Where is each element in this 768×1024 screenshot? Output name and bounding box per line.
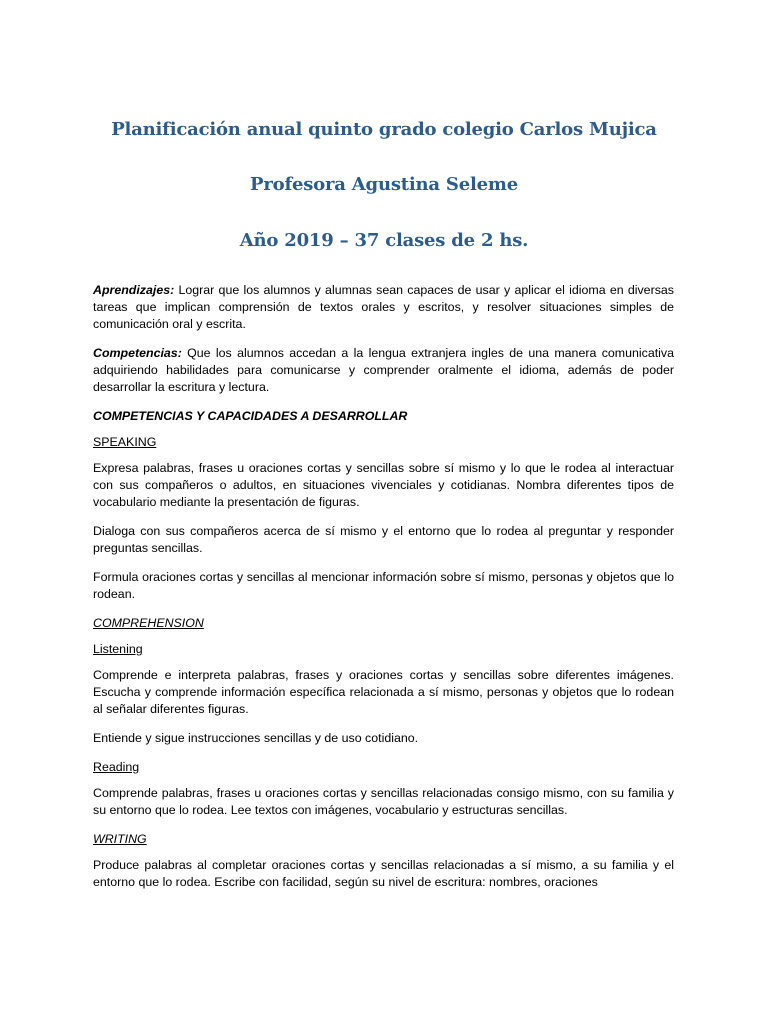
listening-paragraph: Entiende y sigue instrucciones sencillas y de uso cotidiano. <box>93 731 419 745</box>
comprehension-heading-line <box>93 615 674 632</box>
section-heading: COMPETENCIAS Y CAPACIDADES A DESARROLLAR <box>93 409 408 423</box>
aprendizajes-paragraph <box>93 282 674 333</box>
listening-paragraph: Comprende e interpreta palabras, frases y oraciones cortas y sencillas sobre diferentes imágenes. Escucha y comprende información específica relacionada a sí mismo, personas y objetos que lo rodean al señalar diferentes figuras. <box>93 668 674 716</box>
teacher-name: Profesora Agustina Seleme <box>250 174 518 195</box>
speaking-paragraph: Expresa palabras, frases u oraciones cortas y sencillas sobre sí mismo y lo que le rodea al interactuar con sus compañeros o adultos, en situaciones vivenciales y cotidianas. Nombra diferentes tipos de vocabulario mediante la presentación de figuras. <box>93 461 674 509</box>
reading-heading-line <box>93 759 674 776</box>
reading-heading: Reading <box>93 760 140 774</box>
listening-heading-line <box>93 641 674 658</box>
competencias-label: Competencias: <box>93 346 182 360</box>
document-title: Planificación anual quinto grado colegio Carlos Mujica <box>111 119 657 140</box>
reading-paragraph: Comprende palabras, frases u oraciones cortas y sencillas relacionadas consigo mismo, con su familia y su entorno que lo rodea. Lee textos con imágenes, vocabulario y estructuras sencillas. <box>93 786 674 817</box>
listening-heading: Listening <box>93 642 143 656</box>
competencias-paragraph <box>93 345 674 396</box>
writing-heading: WRITING <box>93 832 147 846</box>
competencias-text: Que los alumnos accedan a la lengua extranjera ingles de una manera comunicativa adquiriendo habilidades para comunicarse y comprender oralmente el idioma, además de poder desarrollar la escritura y lectura. <box>93 346 674 394</box>
speaking-paragraph: Formula oraciones cortas y sencillas al mencionar información sobre sí mismo, personas y objetos que lo rodean. <box>93 570 674 601</box>
speaking-heading-line <box>93 434 674 451</box>
writing-paragraph: Produce palabras al completar oraciones cortas y sencillas relacionadas a sí mismo, a su familia y el entorno que lo rodea. Escribe con facilidad, según su nivel de escritura: nombres, oraciones <box>93 858 674 889</box>
writing-heading-line <box>93 831 674 848</box>
aprendizajes-text: Lograr que los alumnos y alumnas sean capaces de usar y aplicar el idioma en diversas tareas que implican comprensión de textos orales y escritos, y resolver situaciones simples de comunicación oral y escrita. <box>93 283 674 331</box>
comprehension-heading: COMPREHENSION <box>93 616 204 630</box>
speaking-heading: SPEAKING <box>93 435 157 449</box>
year-classes: Año 2019 – 37 clases de 2 hs. <box>239 230 529 251</box>
speaking-paragraph: Dialoga con sus compañeros acerca de sí mismo y el entorno que lo rodea al preguntar y responder preguntas sencillas. <box>93 524 674 555</box>
aprendizajes-label: Aprendizajes: <box>93 283 175 297</box>
document-body <box>93 282 674 903</box>
